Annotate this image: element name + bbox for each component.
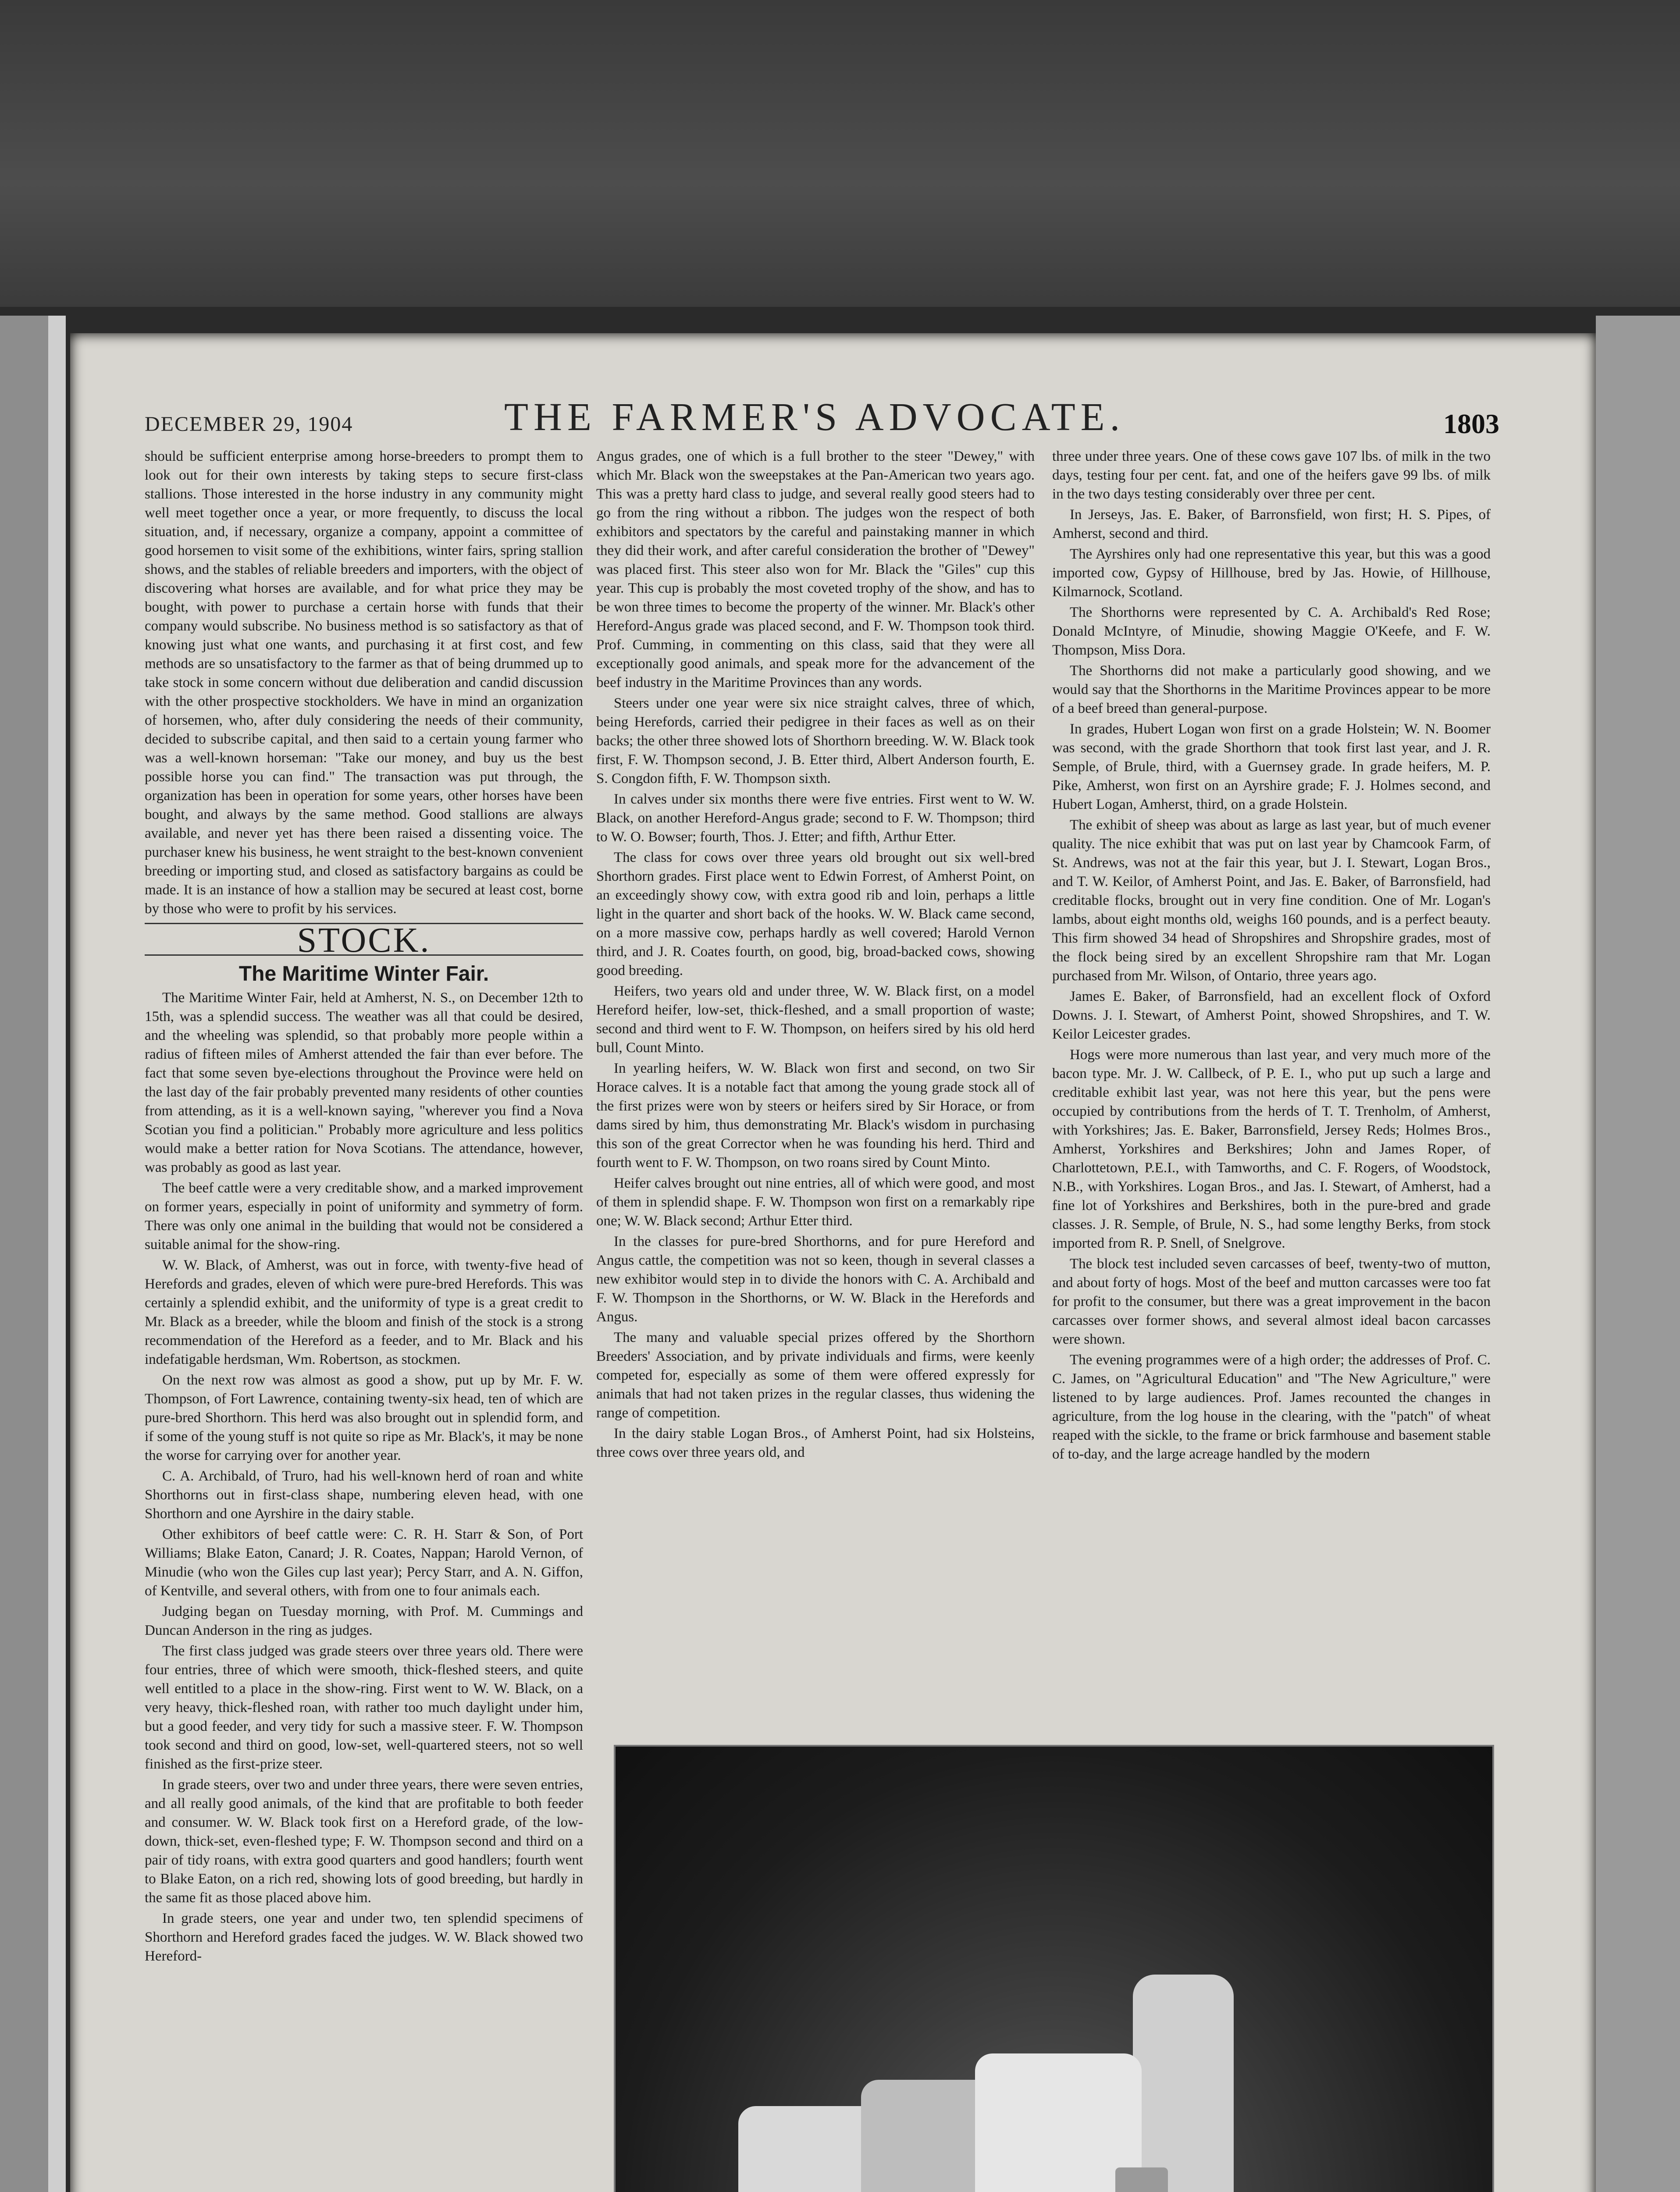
- paragraph: Hogs were more numerous than last year, and very much more of the bacon type. Mr. J. W. Callbeck, of P. E. I., who put up such a large and creditable exhibit last year, was not here this year, but the pens were occupied by contributions from the herds of T. T. Trenholm, of Amherst, with Yorkshires; Jas. E. Baker, Barronsfield, Jersey Reds; Holmes Bros., Amherst, Yorkshires and Berkshires; John and James Roper, of Charlottetown, P.E.I., with Tamworths, and C. F. Rogers, of Woodstock, N.B., with Yorkshires. Logan Bros., and Jas. I. Stewart, of Amherst, had a fine lot of Yorkshires and Berkshires, both in the pure-bred and grade classes. J. R. Semple, of Brule, N. S., had some lengthy Berks, from stock imported from R. P. Snell, of Snelgrove.: [1052, 1047, 1491, 1251]
- paragraph: The Maritime Winter Fair, held at Amherst, N. S., on December 12th to 15th, was a splendid success. The weather was all that could be desired, and the wheeling was splendid, so that probably more people within a radius of fifteen miles of Amherst attended the fair than ever before. The fact that some seven bye-elections throughout the Province were held on the last day of the fair probably prevented many residents of other counties from attending, as it is a well-known saying, "wherever you find a Nova Scotian you find a politician." Probably more agriculture and less politics would make a better ration for Nova Scotians. The attendance, however, was probably as good as last year.: [145, 990, 583, 1175]
- film-top-border: [0, 0, 1680, 307]
- paragraph: In calves under six months there were five entries. First went to W. W. Black, on another Hereford-Angus grade; second to F. W. Thompson; third to W. O. Bowser; fourth, Thos. J. Etter; and fifth, Arthur Etter.: [596, 791, 1035, 845]
- calf-figure: [861, 2080, 993, 2192]
- woman-figure: [1133, 1975, 1234, 2192]
- paragraph: C. A. Archibald, of Truro, had his well-known herd of roan and white Shorthorns out in first-class shape, numbering eleven head, with one Shorthorn and one Ayrshire in the dairy stable.: [145, 1468, 583, 1522]
- article-headline: The Maritime Winter Fair.: [238, 962, 489, 986]
- paragraph: Other exhibitors of beef cattle were: C. R. H. Starr & Son, of Port Williams; Blake Eaton, Canard; J. R. Coates, Nappan; Harold Vernon, of Minudie (who won the Giles cup last year); Percy Starr, and A. N. Giffon, of Kentville, and several others, with from one to four animals each.: [145, 1527, 583, 1599]
- column-2: [596, 447, 1035, 1464]
- paragraph: Angus grades, one of which is a full brother to the steer "Dewey," with which Mr. Black won the sweepstakes at the Pan-American two years ago. This was a pretty hard class to judge, and several really good steers had to go from the ring without a ribbon. The judges won the respect of both exhibitors and spectators by the careful and painstaking manner in which they did their work, and after careful consideration the brother of "Dewey" was placed first. This steer also won for Mr. Black the "Giles" cup this year. This cup is probably the most coveted trophy of the show, and has to be won three times to become the property of the winner. Mr. Black's other Hereford-Angus grade was placed second, and F. W. Thompson took third. Prof. Cumming, in commenting on this class, said that they were all exceptionally good animals, and speak more for the advancement of the beef industry in the Maritime Provinces than any words.: [596, 448, 1035, 690]
- paragraph: The first class judged was grade steers over three years old. There were four entries, three of which were smooth, thick-fleshed steers, and quite well entitled to a place in the show-ring. First went to W. W. Black, on a very heavy, thick-fleshed roan, with rather too much daylight under him, but a good feeder, and very tidy for such a massive steer. F. W. Thompson took second and third on good, low-set, well-quartered steers, not so well finished as the first-prize steer.: [145, 1643, 583, 1772]
- paragraph: The exhibit of sheep was about as large as last year, but of much evener quality. The nice exhibit that was put on last year by Chamcook Farm, of St. Andrews, was not at the fair this year, but J. I. Stewart, Logan Bros., and T. W. Keilor, of Amherst Point, and Jas. E. Baker, of Barronsfield, had creditable flocks, brought out in very fine condition. One of Mr. Logan's lambs, about eight months old, weighs 160 pounds, and is a perfect beauty. This firm showed 34 head of Shropshires and Shropshire grades, most of the flock being sired by an excellent Shropshire ram that Mr. Logan purchased from Mr. Wilson, of Ontario, three years ago.: [1052, 817, 1491, 984]
- paragraph: In the dairy stable Logan Bros., of Amherst Point, had six Holsteins, three cows over three years old, and: [596, 1426, 1035, 1460]
- paragraph: In grade steers, over two and under three years, there were seven entries, and all really good animals, of the kind that are profitable to both feeder and consumer. W. W. Black took first on a Hereford grade, of the low-down, thick-set, even-fleshed type; F. W. Thompson second and third on a pair of tidy roans, with extra good quarters and good handlers; fourth went to Blake Eaton, on a rich red, showing lots of good breeding, but hardly in the same fit as those placed above him.: [145, 1777, 583, 1906]
- column-3: [1052, 447, 1491, 1466]
- page-header: [145, 395, 1499, 452]
- paragraph: Heifers, two years old and under three, W. W. Black first, on a model Hereford heifer, low-set, thick-fleshed, and a small proportion of waste; second and third went to F. W. Thompson, on heifers sired by his old herd bull, Count Minto.: [596, 983, 1035, 1056]
- issue-date: DECEMBER 29, 1904: [145, 413, 353, 436]
- masthead-title: THE FARMER'S ADVOCATE.: [504, 395, 1125, 439]
- calf-figure: [738, 2106, 879, 2192]
- paragraph: James E. Baker, of Barronsfield, had an excellent flock of Oxford Downs. J. I. Stewart, of Amherst Point, showed Shropshires, and T. W. Keilor Leicester grades.: [1052, 989, 1491, 1042]
- right-margin: [1596, 316, 1680, 2192]
- paragraph: Heifer calves brought out nine entries, all of which were good, and most of them in splendid shape. F. W. Thompson won first on a remarkably ripe one; W. W. Black second; Arthur Etter third.: [596, 1175, 1035, 1229]
- paragraph: should be sufficient enterprise among horse-breeders to prompt them to look out for their own interests by taking steps to secure first-class stallions. Those interested in the horse industry in any community might well meet together once a year, or more frequently, to discuss the local situation, and, if necessary, organize a company, appoint a committee of good horsemen to visit some of the exhibitions, winter fairs, spring stallion shows, and the stables of reliable breeders and importers, with the object of discovering what horses are available, and for what price they may be bought, with power to purchase a certain horse with funds that their company would subscribe. No business method is so satisfactory as that of knowing just what one wants, and purchasing it at first cost, and few methods are so unsatisfactory to the farmer as that of being drummed up to take stock in some concern without due deliberation and candid discussion with the other prospective stockholders. We have in mind an organization of horsemen, who, after duly considering the needs of their community, decided to subscribe capital, and then said to a certain young farmer who was a well-known horseman: "Take our money, and buy us the best possible horse you can find." The transaction was put through, the organization has been in operation for some years, other horses have been bought, and always by the same method. Good stallions are always available, and never yet has there been raised a dissenting voice. The purchaser knew his business, he went straight to the best-known convenient breeding or importing stud, and closed as satisfactory bargains as could be made. It is an instance of how a stallion may be secured at least cost, borne by those who were to profit by his services.: [145, 448, 583, 917]
- paragraph: W. W. Black, of Amherst, was out in force, with twenty-five head of Herefords and grades, eleven of which were pure-bred Herefords. This was certainly a splendid exhibit, and the uniformity of type is a great credit to Mr. Black as a breeder, while the bloom and finish of the stock is a strong recommendation of the Hereford as a feeder, and to Mr. Black and his indefatigable herdsman, Wm. Robertson, as stockmen.: [145, 1257, 583, 1367]
- paragraph: The Shorthorns were represented by C. A. Archibald's Red Rose; Donald McIntyre, of Minudie, showing Maggie O'Keefe, and F. W. Thompson, Miss Dora.: [1052, 605, 1491, 658]
- paragraph: Judging began on Tuesday morning, with Prof. M. Cummings and Duncan Anderson in the ring as judges.: [145, 1604, 583, 1638]
- paragraph: In grades, Hubert Logan won first on a grade Holstein; W. N. Boomer was second, with the grade Shorthorn that took first last year, and J. R. Semple, of Brule, third, with a Guernsey grade. In grade heifers, M. P. Pike, Amherst, won first on an Ayrshire grade; F. J. Holmes second, and Hubert Logan, Amherst, third, on a grade Holstein.: [1052, 721, 1491, 812]
- paragraph: The evening programmes were of a high order; the addresses of Prof. C. C. James, on "Agricultural Education" and "The New Agriculture," were listened to by large audiences. Prof. James recounted the changes in agriculture, from the log house in the clearing, with the "patch" of wheat reaped with the sickle, to the frame or brick farmhouse and basement stable of to-day, and the large acreage handled by the modern: [1052, 1352, 1491, 1462]
- paragraph: In the classes for pure-bred Shorthorns, and for pure Hereford and Angus cattle, the competition was not so keen, though in several classes a new exhibitor would step in to divide the honors with C. A. Archibald and F. W. Thompson in the Shorthorns, or W. W. Black in the Herefords and Angus.: [596, 1234, 1035, 1325]
- adjacent-page-edge: [48, 316, 66, 2192]
- paragraph: The many and valuable special prizes offered by the Shorthorn Breeders' Association, and by private individuals and firms, were keenly competed for, especially as some of them were offered expressly for animals that had not taken prizes in the regular classes, thus widening the range of competition.: [596, 1330, 1035, 1421]
- bucket-figure: [1115, 2167, 1168, 2192]
- section-heading: STOCK.: [297, 921, 431, 960]
- paragraph: In yearling heifers, W. W. Black won first and second, on two Sir Horace calves. It is a notable fact that among the young grade stock all of the first prizes were won by steers or heifers sired by Sir Horace, or from dams sired by him, thus demonstrating Mr. Black's wisdom in purchasing this son of the great Corrector when he was founding his herd. Third and fourth went to F. W. Thompson, on two roans sired by Count Minto.: [596, 1060, 1035, 1171]
- newspaper-page: [70, 333, 1596, 2192]
- page-number: 1803: [1443, 408, 1499, 439]
- paragraph: The Shorthorns did not make a particularly good showing, and we would say that the Shorthorns in the Maritime Provinces appear to be more of a beef breed than general-purpose.: [1052, 663, 1491, 716]
- paragraph: The block test included seven carcasses of beef, twenty-two of mutton, and about forty of hogs. Most of the beef and mutton carcasses were too fat for profit to the consumer, but there was a great improvement in the bacon carcasses over former shows, and several almost ideal bacon carcasses were shown.: [1052, 1256, 1491, 1347]
- photo-calves-feeding: [614, 1745, 1494, 2192]
- paragraph: The class for cows over three years old brought out six well-bred Shorthorn grades. First place went to Edwin Forrest, of Amherst Point, on an exceedingly showy cow, with extra good rib and loin, perhaps a little light in the quarter and short back of the hooks. W. W. Black came second, on a more massive cow, perhaps hardly as well covered; Harold Vernon third, and J. R. Coates fourth, on good, big, broad-backed cows, showing good breeding.: [596, 850, 1035, 979]
- paragraph: In Jerseys, Jas. E. Baker, of Barronsfield, won first; H. S. Pipes, of Amherst, second and third.: [1052, 507, 1491, 541]
- paragraph: The Ayrshires only had one representative this year, but this was a good imported cow, Gypsy of Hillhouse, bred by Jas. Howie, of Hillhouse, Kilmarnock, Scotland.: [1052, 546, 1491, 600]
- paragraph: In grade steers, one year and under two, ten splendid specimens of Shorthorn and Hereford grades faced the judges. W. W. Black showed two Hereford-: [145, 1911, 583, 1964]
- paragraph: The beef cattle were a very creditable show, and a marked improvement on former years, especially in point of uniformity and symmetry of form. There was only one animal in the building that would not be considered a suitable animal for the show-ring.: [145, 1180, 583, 1253]
- adjacent-page-strip: [0, 316, 48, 2192]
- paragraph: three under three years. One of these cows gave 107 lbs. of milk in the two days, testing four per cent. fat, and one of the heifers gave 99 lbs. of milk in the two days testing considerably over three per cent.: [1052, 448, 1491, 502]
- column-1: [145, 447, 583, 1968]
- paragraph: On the next row was almost as good a show, put up by Mr. F. W. Thompson, of Fort Lawrence, containing twenty-six head, ten of which are pure-bred Shorthorn. This herd was also brought out in splendid form, and if some of the young stuff is not quite so ripe as Mr. Black's, it may be none the worse for carrying over for another year.: [145, 1372, 583, 1463]
- paragraph: Steers under one year were six nice straight calves, three of which, being Herefords, carried their pedigree in their faces as well as on their backs; the other three showed lots of Shorthorn breeding. W. W. Black took first, F. W. Thompson second, J. B. Etter third, Albert Anderson fourth, E. S. Congdon fifth, F. W. Thompson sixth.: [596, 695, 1035, 786]
